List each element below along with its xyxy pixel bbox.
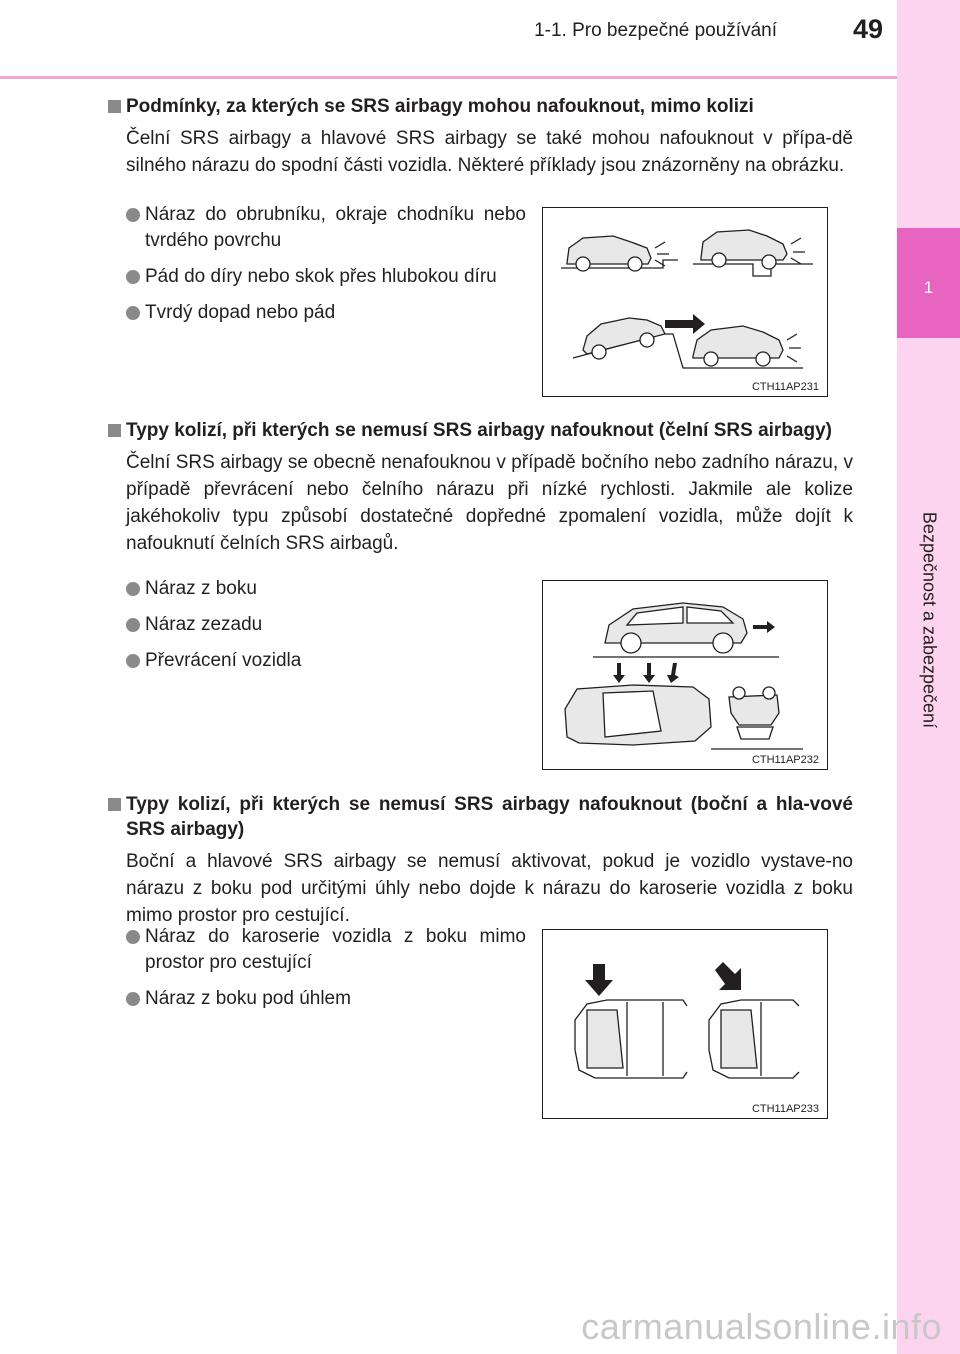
side-angle-impact-illustration <box>543 930 829 1120</box>
figure-code: CTH11AP232 <box>751 754 819 766</box>
section-2 <box>108 418 853 557</box>
figure-side-angle-impact <box>542 929 828 1119</box>
bullet-icon <box>126 618 140 632</box>
chapter-tab <box>897 0 960 1354</box>
bullet-icon <box>126 930 140 944</box>
bullet-icon <box>126 270 140 284</box>
section-3 <box>108 792 853 929</box>
section-1 <box>108 94 853 179</box>
section-body: Čelní SRS airbagy a hlavové SRS airbagy se také mohou nafouknout v přípa-dě silného nárazu do spodní části vozidla. Některé příklady jsou znázorněny na obrázku. <box>126 128 853 176</box>
figure-curb-impact <box>542 207 828 397</box>
figure-side-rear-rollover <box>542 580 828 770</box>
section-title: 1-1. Pro bezpečné používání <box>534 20 777 41</box>
figure-code: CTH11AP231 <box>751 381 819 393</box>
bullet-list-1 <box>126 202 526 336</box>
chapter-number: 1 <box>923 278 934 297</box>
bullet-list-3 <box>126 924 526 1022</box>
page-number: 49 <box>852 14 883 44</box>
section-heading: Podmínky, za kterých se SRS airbagy mohou nafouknout, mimo kolizi <box>108 94 853 119</box>
side-rear-rollover-illustration <box>543 581 829 771</box>
bullet-icon <box>126 992 140 1006</box>
bullet-icon <box>126 306 140 320</box>
bullet-list-2 <box>126 576 526 684</box>
list-item: Náraz z boku <box>126 576 526 602</box>
bullet-icon <box>126 654 140 668</box>
curb-impact-illustration <box>543 208 829 398</box>
bullet-icon <box>126 208 140 222</box>
watermark: carmanualsonline.info <box>581 1306 942 1347</box>
bullet-icon <box>126 582 140 596</box>
list-item: Tvrdý dopad nebo pád <box>126 300 526 326</box>
section-heading: Typy kolizí, při kterých se nemusí SRS airbagy nafouknout (čelní SRS airbagy) <box>108 418 853 443</box>
list-item: Pád do díry nebo skok přes hlubokou díru <box>126 264 526 290</box>
chapter-title-wrapper <box>917 511 941 729</box>
page-header <box>0 0 897 80</box>
header-divider <box>0 76 897 79</box>
list-item: Převrácení vozidla <box>126 648 526 674</box>
chapter-title: Bezpečnost a zabezpečení <box>919 511 940 729</box>
section-body: Boční a hlavové SRS airbagy se nemusí aktivovat, pokud je vozidlo vystave-no nárazu z boku pod určitými úhly nebo dojde k nárazu do karoserie vozidla z boku mimo prostor pro cestující. <box>126 851 853 926</box>
square-bullet-icon <box>108 798 121 811</box>
list-item: Náraz do obrubníku, okraje chodníku nebo tvrdého povrchu <box>126 202 526 254</box>
section-body: Čelní SRS airbagy se obecně nenafouknou v případě bočního nebo zadního nárazu, v případě převrácení nebo čelního nárazu při nízké rychlosti. Jakmile ale kolize jakéhokoliv typu způsobí dostatečné dopředné zpomalení vozidla, může dojít k nafouknutí čelních SRS airbagů. <box>126 452 853 554</box>
list-item: Náraz do karoserie vozidla z boku mimo prostor pro cestující <box>126 924 526 976</box>
square-bullet-icon <box>108 424 121 437</box>
square-bullet-icon <box>108 100 121 113</box>
list-item: Náraz z boku pod úhlem <box>126 986 526 1012</box>
section-heading: Typy kolizí, při kterých se nemusí SRS airbagy nafouknout (boční a hla-vové SRS airbagy) <box>108 792 853 842</box>
figure-code: CTH11AP233 <box>751 1103 819 1115</box>
list-item: Náraz zezadu <box>126 612 526 638</box>
